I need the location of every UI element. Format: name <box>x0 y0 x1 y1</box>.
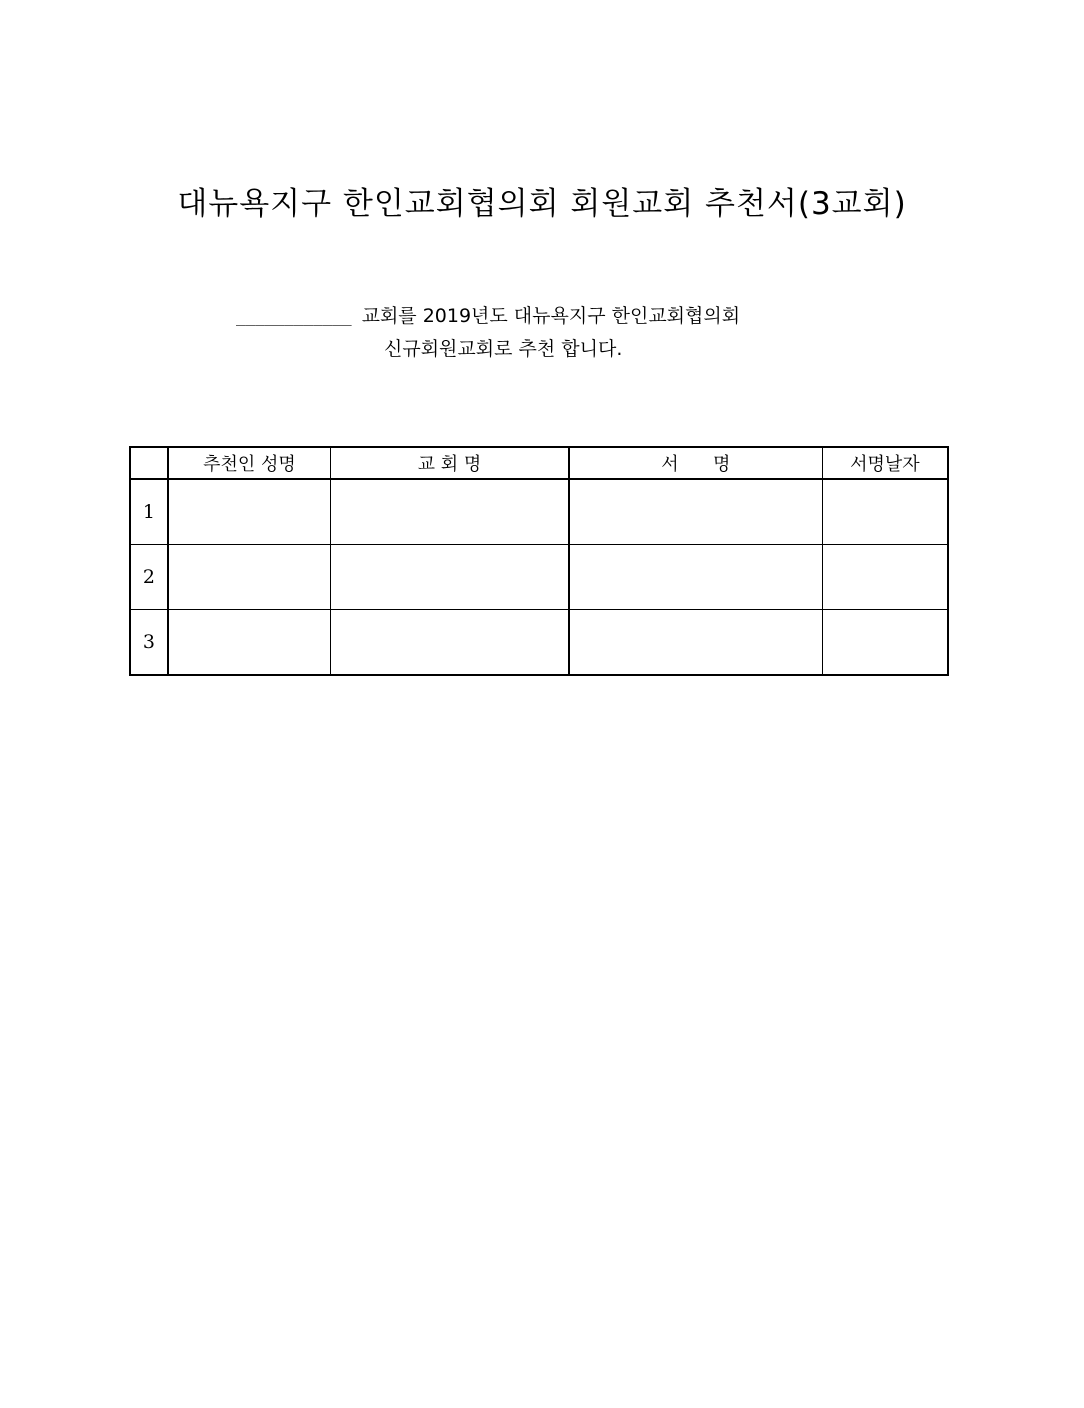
row-number: 1 <box>130 479 168 545</box>
table-row <box>130 610 948 676</box>
church-name-cell[interactable] <box>330 479 568 545</box>
header-signature: 서 명 <box>569 447 822 479</box>
statement-line-2: 신규회원교회로 추천 합니다. <box>384 338 623 360</box>
statement-text-1: 교회를 2019년도 대뉴욕지구 한인교회협의회 <box>361 305 741 327</box>
header-church-name: 교 회 명 <box>330 447 568 479</box>
table-header-row <box>130 447 948 479</box>
signature-cell[interactable] <box>569 545 822 610</box>
church-name-blank[interactable]: ____________ <box>236 307 352 326</box>
recommender-name-cell[interactable] <box>168 545 331 610</box>
table-row <box>130 479 948 545</box>
signature-date-cell[interactable] <box>822 479 948 545</box>
recommendation-statement <box>236 300 876 366</box>
header-number <box>130 447 168 479</box>
recommender-name-cell[interactable] <box>168 610 331 676</box>
table-row <box>130 545 948 610</box>
header-signature-date: 서명날자 <box>822 447 948 479</box>
church-name-cell[interactable] <box>330 545 568 610</box>
header-recommender-name: 추천인 성명 <box>168 447 331 479</box>
signature-date-cell[interactable] <box>822 545 948 610</box>
recommendation-table <box>129 446 949 676</box>
statement-line-1 <box>236 300 876 333</box>
page-title: 대뉴욕지구 한인교회협의회 회원교회 추천서(3교회) <box>177 186 907 222</box>
signature-date-cell[interactable] <box>822 610 948 676</box>
row-number: 3 <box>130 610 168 676</box>
recommender-name-cell[interactable] <box>168 479 331 545</box>
row-number: 2 <box>130 545 168 610</box>
signature-cell[interactable] <box>569 610 822 676</box>
church-name-cell[interactable] <box>330 610 568 676</box>
signature-cell[interactable] <box>569 479 822 545</box>
